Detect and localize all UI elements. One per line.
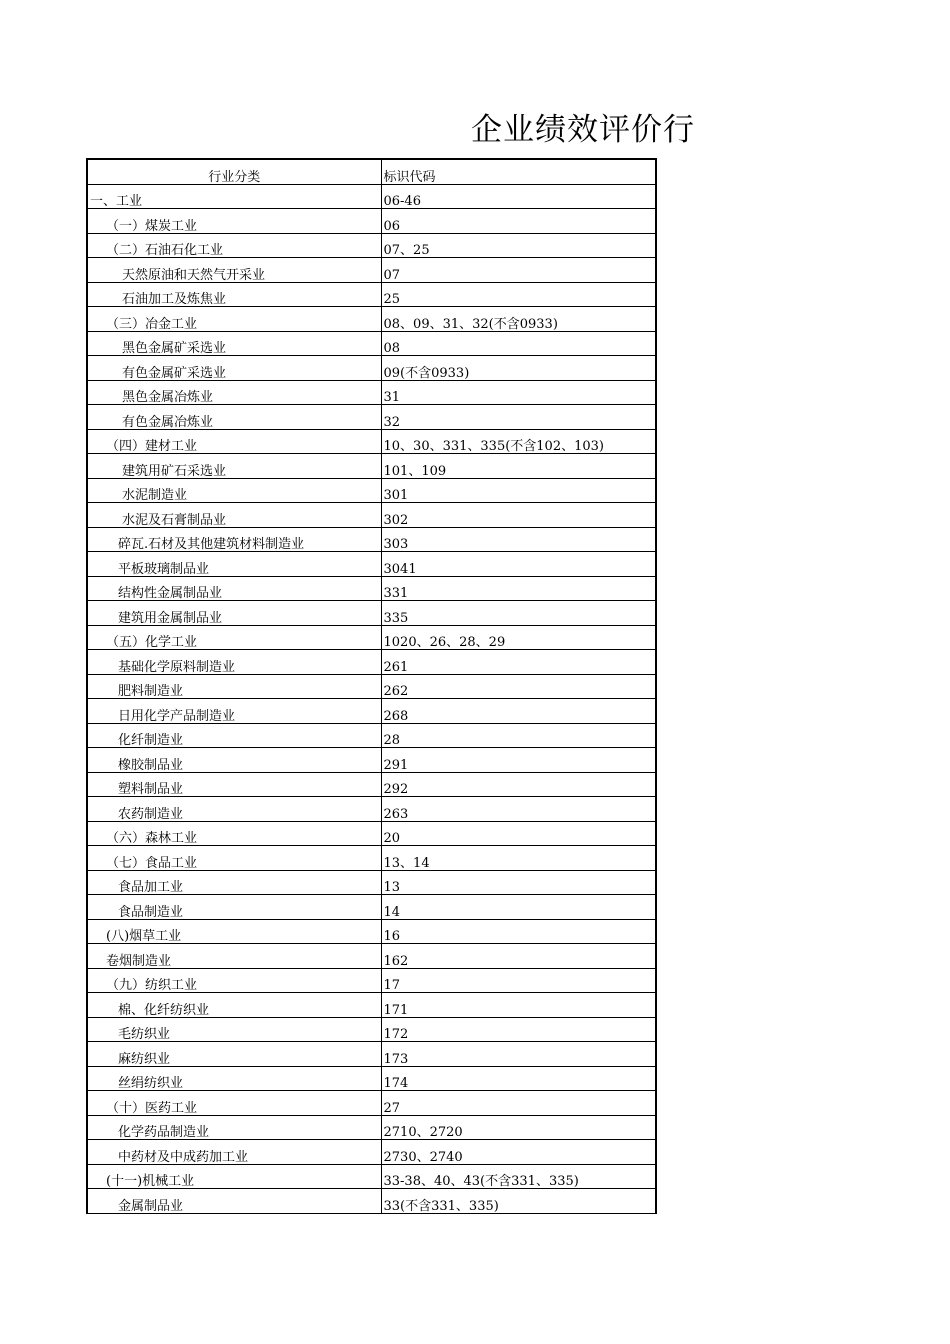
industry-code-cell[interactable]: 25: [381, 282, 656, 307]
table-row: [87, 356, 656, 381]
table-row: [87, 1189, 656, 1214]
table-row: [87, 527, 656, 552]
industry-code-cell[interactable]: 06-46: [381, 184, 656, 209]
industry-name-cell[interactable]: 棉、化纤纺织业: [87, 993, 381, 1018]
industry-code-cell[interactable]: 174: [381, 1066, 656, 1091]
industry-name-cell[interactable]: 石油加工及炼焦业: [87, 282, 381, 307]
industry-name-cell[interactable]: (八)烟草工业: [87, 919, 381, 944]
header-industry-category[interactable]: 行业分类: [87, 159, 381, 184]
industry-code-cell[interactable]: 07: [381, 258, 656, 283]
industry-name-cell[interactable]: 丝绢纺织业: [87, 1066, 381, 1091]
table-row: [87, 258, 656, 283]
table-row: [87, 625, 656, 650]
industry-code-cell[interactable]: 263: [381, 797, 656, 822]
industry-code-cell[interactable]: 172: [381, 1017, 656, 1042]
industry-code-cell[interactable]: 13、14: [381, 846, 656, 871]
table-row: [87, 919, 656, 944]
industry-name-cell[interactable]: 建筑用金属制品业: [87, 601, 381, 626]
table-row: [87, 478, 656, 503]
table-row: [87, 1140, 656, 1165]
industry-name-cell[interactable]: 一、工业: [87, 184, 381, 209]
table-row: [87, 601, 656, 626]
industry-code-cell[interactable]: 13: [381, 870, 656, 895]
industry-code-cell[interactable]: 301: [381, 478, 656, 503]
industry-code-cell[interactable]: 06: [381, 209, 656, 234]
table-row: [87, 1164, 656, 1189]
industry-name-cell[interactable]: 中药材及中成药加工业: [87, 1140, 381, 1165]
industry-code-cell[interactable]: 162: [381, 944, 656, 969]
industry-name-cell[interactable]: 碎瓦.石材及其他建筑材料制造业: [87, 527, 381, 552]
industry-code-cell[interactable]: 302: [381, 503, 656, 528]
industry-name-cell[interactable]: 食品制造业: [87, 895, 381, 920]
industry-code-cell[interactable]: 27: [381, 1091, 656, 1116]
industry-code-cell[interactable]: 261: [381, 650, 656, 675]
table-row: [87, 650, 656, 675]
table-row: [87, 846, 656, 871]
industry-code-cell[interactable]: 08、09、31、32(不含0933): [381, 307, 656, 332]
industry-name-cell[interactable]: 化学药品制造业: [87, 1115, 381, 1140]
industry-code-cell[interactable]: 10、30、331、335(不含102、103): [381, 429, 656, 454]
table-row: [87, 1017, 656, 1042]
industry-name-cell[interactable]: （三）冶金工业: [87, 307, 381, 332]
table-row: [87, 1091, 656, 1116]
industry-code-table: [86, 158, 657, 1214]
industry-name-cell[interactable]: 日用化学产品制造业: [87, 699, 381, 724]
industry-code-cell[interactable]: 09(不含0933): [381, 356, 656, 381]
industry-code-cell[interactable]: 32: [381, 405, 656, 430]
table-row: [87, 282, 656, 307]
industry-code-cell[interactable]: 335: [381, 601, 656, 626]
industry-name-cell[interactable]: 麻纺织业: [87, 1042, 381, 1067]
industry-code-cell[interactable]: 331: [381, 576, 656, 601]
table-row: [87, 944, 656, 969]
table-row: [87, 429, 656, 454]
industry-name-cell[interactable]: 金属制品业: [87, 1189, 381, 1214]
industry-code-cell[interactable]: 07、25: [381, 233, 656, 258]
industry-name-cell[interactable]: （四）建材工业: [87, 429, 381, 454]
industry-name-cell[interactable]: 食品加工业: [87, 870, 381, 895]
industry-name-cell[interactable]: （十）医药工业: [87, 1091, 381, 1116]
table-header-row: [87, 159, 656, 184]
industry-name-cell[interactable]: 有色金属矿采选业: [87, 356, 381, 381]
industry-code-cell[interactable]: 17: [381, 968, 656, 993]
table-row: [87, 552, 656, 577]
table-row: [87, 1042, 656, 1067]
industry-name-cell[interactable]: 水泥及石膏制品业: [87, 503, 381, 528]
table-row: [87, 184, 656, 209]
industry-name-cell[interactable]: （一）煤炭工业: [87, 209, 381, 234]
industry-name-cell[interactable]: 结构性金属制品业: [87, 576, 381, 601]
industry-name-cell[interactable]: 有色金属冶炼业: [87, 405, 381, 430]
table-row: [87, 821, 656, 846]
table-row: [87, 674, 656, 699]
table-row: [87, 895, 656, 920]
industry-name-cell[interactable]: 平板玻璃制品业: [87, 552, 381, 577]
industry-code-cell[interactable]: 1020、26、28、29: [381, 625, 656, 650]
industry-name-cell[interactable]: 天然原油和天然气开采业: [87, 258, 381, 283]
industry-name-cell[interactable]: 毛纺织业: [87, 1017, 381, 1042]
industry-name-cell[interactable]: 基础化学原料制造业: [87, 650, 381, 675]
table-row: [87, 380, 656, 405]
industry-code-cell[interactable]: 303: [381, 527, 656, 552]
industry-name-cell[interactable]: （六）森林工业: [87, 821, 381, 846]
table-row: [87, 870, 656, 895]
table-row: [87, 772, 656, 797]
industry-name-cell[interactable]: 水泥制造业: [87, 478, 381, 503]
table-row: [87, 797, 656, 822]
table-row: [87, 209, 656, 234]
industry-name-cell[interactable]: （九）纺织工业: [87, 968, 381, 993]
table-row: [87, 405, 656, 430]
industry-code-cell[interactable]: 33(不含331、335): [381, 1189, 656, 1214]
table-row: [87, 233, 656, 258]
industry-code-cell[interactable]: 292: [381, 772, 656, 797]
table-row: [87, 723, 656, 748]
industry-code-cell[interactable]: 20: [381, 821, 656, 846]
table-row: [87, 503, 656, 528]
industry-code-cell[interactable]: 33-38、40、43(不含331、335): [381, 1164, 656, 1189]
page-title: 企业绩效评价行: [471, 112, 695, 148]
industry-name-cell[interactable]: (十一)机械工业: [87, 1164, 381, 1189]
industry-name-cell[interactable]: （五）化学工业: [87, 625, 381, 650]
header-identification-code[interactable]: 标识代码: [381, 159, 656, 184]
table-row: [87, 307, 656, 332]
industry-name-cell[interactable]: 化纤制造业: [87, 723, 381, 748]
industry-code-cell[interactable]: 291: [381, 748, 656, 773]
industry-name-cell[interactable]: 卷烟制造业: [87, 944, 381, 969]
table-row: [87, 576, 656, 601]
industry-code-cell[interactable]: 2710、2720: [381, 1115, 656, 1140]
industry-code-cell[interactable]: 268: [381, 699, 656, 724]
table-row: [87, 454, 656, 479]
industry-name-cell[interactable]: 农药制造业: [87, 797, 381, 822]
industry-name-cell[interactable]: 肥料制造业: [87, 674, 381, 699]
industry-name-cell[interactable]: 橡胶制品业: [87, 748, 381, 773]
industry-code-cell[interactable]: 31: [381, 380, 656, 405]
industry-code-cell[interactable]: 101、109: [381, 454, 656, 479]
table-row: [87, 699, 656, 724]
table-row: [87, 993, 656, 1018]
table-row: [87, 748, 656, 773]
industry-code-cell[interactable]: 3041: [381, 552, 656, 577]
industry-code-cell[interactable]: 14: [381, 895, 656, 920]
industry-code-cell[interactable]: 16: [381, 919, 656, 944]
table-row: [87, 331, 656, 356]
table-row: [87, 968, 656, 993]
industry-code-cell[interactable]: 262: [381, 674, 656, 699]
table-row: [87, 1066, 656, 1091]
industry-name-cell[interactable]: 黑色金属冶炼业: [87, 380, 381, 405]
industry-code-cell[interactable]: 08: [381, 331, 656, 356]
industry-code-cell[interactable]: 2730、2740: [381, 1140, 656, 1165]
industry-name-cell[interactable]: 黑色金属矿采选业: [87, 331, 381, 356]
industry-code-cell[interactable]: 173: [381, 1042, 656, 1067]
industry-code-cell[interactable]: 28: [381, 723, 656, 748]
industry-name-cell[interactable]: 塑料制品业: [87, 772, 381, 797]
table-row: [87, 1115, 656, 1140]
industry-name-cell[interactable]: （二）石油石化工业: [87, 233, 381, 258]
industry-name-cell[interactable]: （七）食品工业: [87, 846, 381, 871]
industry-code-cell[interactable]: 171: [381, 993, 656, 1018]
industry-name-cell[interactable]: 建筑用矿石采选业: [87, 454, 381, 479]
